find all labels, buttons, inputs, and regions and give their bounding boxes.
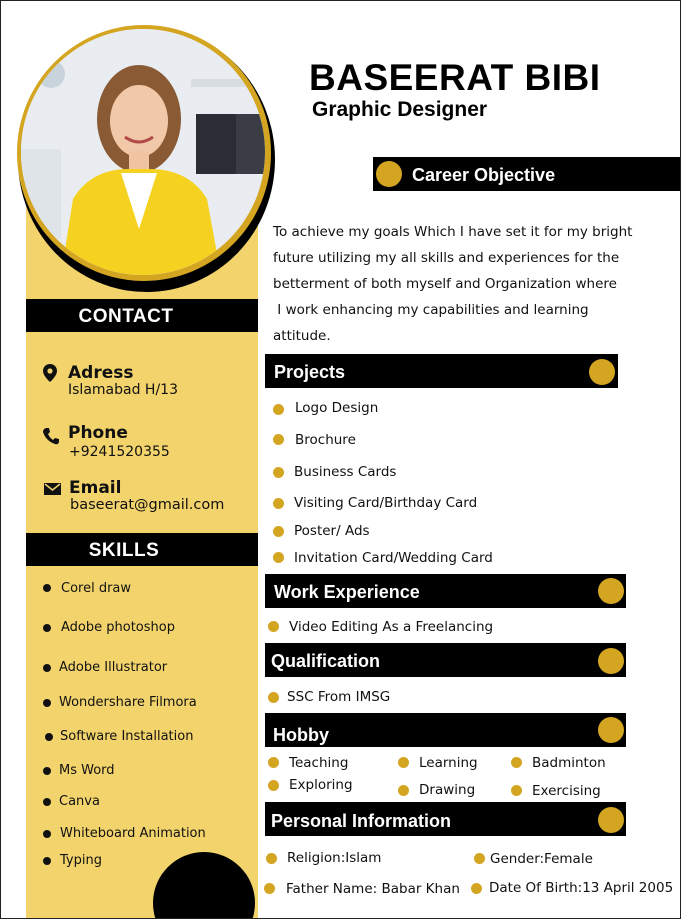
skill-item: Corel draw <box>61 581 132 596</box>
personal-bullet <box>266 853 277 864</box>
skills-heading <box>26 533 258 566</box>
project-bullet <box>273 498 284 509</box>
skill-item: Canva <box>59 794 100 809</box>
email-label: Email <box>69 478 122 498</box>
hobby-bullet <box>511 757 522 768</box>
skill-bullet <box>43 798 51 806</box>
father-name-text: Father Name: Babar Khan <box>286 881 460 897</box>
contact-heading <box>26 299 258 332</box>
address-value: Islamabad H/13 <box>68 382 178 398</box>
project-item: Brochure <box>295 432 356 448</box>
project-item: Poster/ Ads <box>294 523 370 539</box>
work-experience-title: Work Experience <box>274 582 420 602</box>
hobby-title: Hobby <box>273 725 329 745</box>
hobby-item: Drawing <box>419 782 476 798</box>
skill-bullet <box>45 733 53 741</box>
phone-value: +9241520355 <box>69 444 170 460</box>
project-item: Visiting Card/Birthday Card <box>294 495 478 511</box>
skill-bullet <box>43 830 51 838</box>
skill-bullet <box>43 584 51 592</box>
date-of-birth-text: Date Of Birth:13 April 2005 <box>489 880 674 896</box>
skill-item: Wondershare Filmora <box>59 695 197 710</box>
hobby-item: Teaching <box>289 755 349 771</box>
work-item: Video Editing As a Freelancing <box>289 619 494 635</box>
objective-line: I work enhancing my capabilities and learning <box>273 302 589 318</box>
hobby-item: Exploring <box>289 777 353 793</box>
hobby-heading <box>265 713 626 747</box>
project-item: Invitation Card/Wedding Card <box>294 550 493 566</box>
objective-line: betterment of both myself and Organization where <box>273 276 617 292</box>
skill-bullet <box>43 699 51 707</box>
projects-heading <box>265 354 618 388</box>
skill-bullet <box>43 857 51 865</box>
heading-dot <box>598 648 624 674</box>
skill-item: Adobe photoshop <box>61 620 175 635</box>
objective-line: attitude. <box>273 328 331 344</box>
project-item: Logo Design <box>295 400 379 416</box>
project-bullet <box>273 404 284 415</box>
candidate-name: BASEERAT BIBI <box>309 57 601 98</box>
skill-bullet <box>43 624 51 632</box>
personal-bullet <box>264 883 275 894</box>
career-objective-title: Career Objective <box>412 165 556 185</box>
hobby-item: Exercising <box>532 783 601 799</box>
phone-label: Phone <box>68 423 128 443</box>
hobby-bullet <box>511 785 522 796</box>
project-bullet <box>273 552 284 563</box>
hobby-bullet <box>398 757 409 768</box>
objective-line: future utilizing my all skills and experiences for the <box>273 250 620 266</box>
qualification-bullet <box>268 692 279 703</box>
map-pin-icon <box>43 364 57 382</box>
skill-item: Software Installation <box>60 729 194 744</box>
heading-dot <box>598 578 624 604</box>
address-label: Adress <box>68 363 134 383</box>
career-objective-text <box>273 219 643 349</box>
phone-icon <box>43 428 59 445</box>
skill-item: Adobe Illustrator <box>59 660 168 675</box>
gender-text: Gender:Female <box>490 851 593 867</box>
personal-bullet <box>471 883 482 894</box>
heading-dot <box>376 161 402 187</box>
qualification-item: SSC From IMSG <box>287 689 391 705</box>
project-bullet <box>273 526 284 537</box>
heading-dot <box>598 717 624 743</box>
project-item: Business Cards <box>294 464 397 480</box>
work-experience-heading <box>265 574 626 608</box>
envelope-icon <box>44 483 61 495</box>
personal-bullet <box>474 853 485 864</box>
hobby-item: Learning <box>419 755 478 771</box>
profile-photo <box>21 29 265 275</box>
qualification-heading <box>265 643 626 677</box>
personal-info-heading <box>265 802 626 836</box>
religion-text: Religion:Islam <box>287 850 382 866</box>
email-value[interactable]: baseerat@gmail.com <box>70 497 225 513</box>
career-objective-heading <box>373 157 681 191</box>
contact-title: CONTACT <box>78 306 174 327</box>
skills-title: SKILLS <box>88 540 160 561</box>
hobby-bullet <box>398 785 409 796</box>
hobby-bullet <box>268 780 279 791</box>
hobby-item: Badminton <box>532 755 606 771</box>
skill-bullet <box>43 767 51 775</box>
qualification-title: Qualification <box>271 651 381 671</box>
personal-info-title: Personal Information <box>271 811 452 831</box>
skill-item: Whiteboard Animation <box>60 826 206 841</box>
objective-line: To achieve my goals Which I have set it for my bright <box>273 224 633 240</box>
skill-item: Typing <box>60 853 102 868</box>
heading-dot <box>598 807 624 833</box>
skill-item: Ms Word <box>59 763 115 778</box>
projects-title: Projects <box>274 362 346 382</box>
heading-dot <box>589 359 615 385</box>
work-bullet <box>268 621 279 632</box>
hobby-bullet <box>268 757 279 768</box>
project-bullet <box>273 434 284 445</box>
project-bullet <box>273 467 284 478</box>
candidate-role: Graphic Designer <box>312 98 488 121</box>
skill-bullet <box>43 664 51 672</box>
